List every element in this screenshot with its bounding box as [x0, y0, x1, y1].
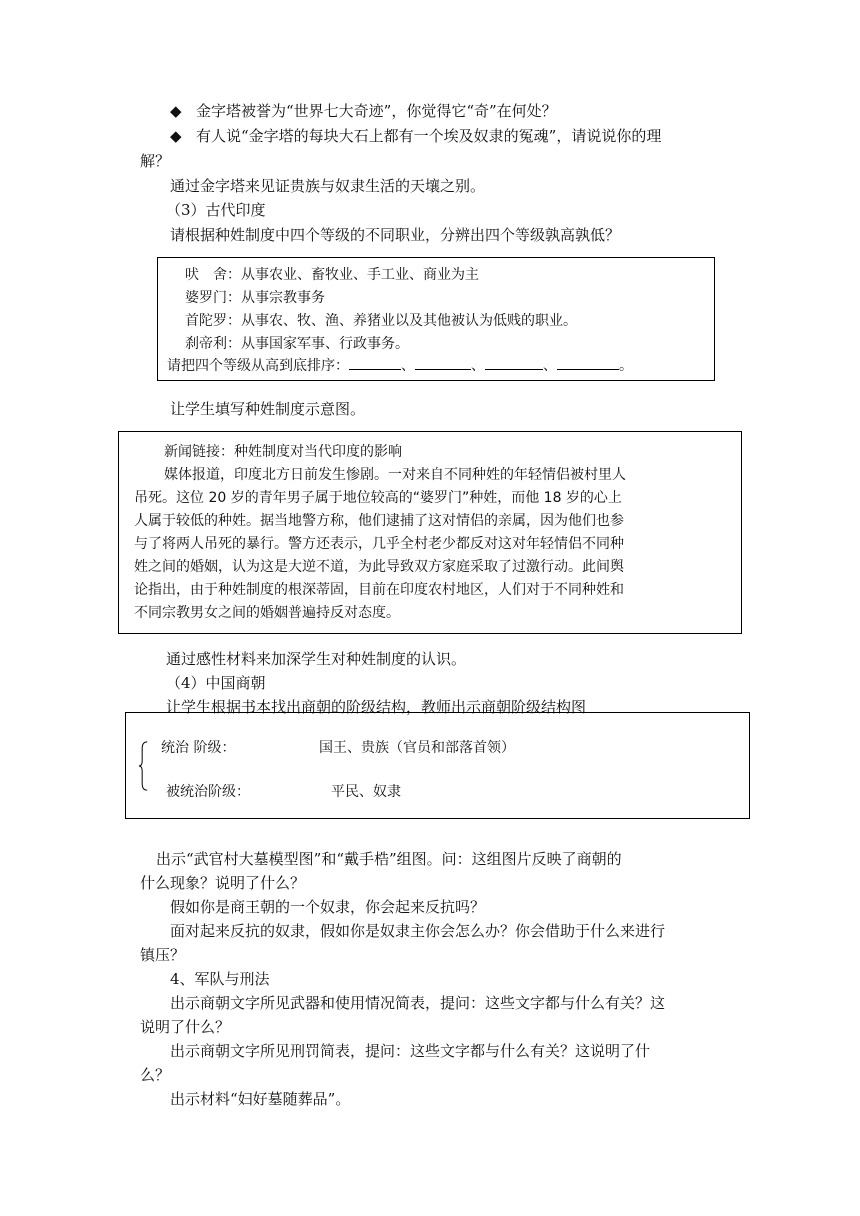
news-line: 吊死。这位 20 岁的青年男子属于地位较高的“婆罗门”种姓，而他 18 岁的心上 [134, 490, 622, 506]
question-slave-souls: 有人说“金字塔的每块大石上都有一个埃及奴隶的冤魂”，请说说你的理 [196, 127, 662, 145]
ruling-class-value: 国王、贵族（官员和部落首领） [319, 740, 515, 756]
paragraph-line: 假如你是商王朝的一个奴隶，你会起来反抗吗？ [170, 898, 486, 916]
pyramid-note: 通过金字塔来见证贵族与奴隶生活的天壤之别。 [170, 177, 486, 195]
india-heading: （3）古代印度 [166, 201, 266, 219]
caste-sort-row: 请把四个等级从高到底排序： 、 、 、 。 [167, 355, 633, 377]
caste-diagram-note: 让学生填写种姓制度示意图。 [170, 400, 366, 418]
blank-4[interactable] [557, 355, 619, 370]
bullet-icon: ◆ [170, 127, 182, 145]
caste-kshatriya: 刹帝利：从事国家军事、行政事务。 [185, 336, 409, 352]
news-line: 姓之间的婚姻，认为这是大逆不道，为此导致双方家庭采取了过激行动。此间舆 [134, 559, 624, 575]
paragraph-line: 镇压？ [140, 946, 186, 964]
blank-2[interactable] [415, 355, 471, 370]
caste-brahmin: 婆罗门：从事宗教事务 [185, 290, 325, 306]
caste-vaishya: 吠 舍：从事农业、畜牧业、手工业、商业为主 [185, 267, 479, 283]
blank-3[interactable] [485, 355, 543, 370]
shang-heading: （4）中国商朝 [166, 674, 266, 692]
bullet-icon: ◆ [170, 102, 182, 120]
brace-icon [138, 735, 148, 797]
news-title: 新闻链接：种姓制度对当代印度的影响 [164, 444, 402, 460]
caste-sort-prompt: 请把四个等级从高到底排序： [167, 358, 349, 374]
question-slave-souls-cont: 解？ [140, 152, 171, 170]
news-line: 人属于较低的种姓。据当地警方称，他们逮捕了这对情侣的亲属，因为他们也参 [134, 513, 624, 529]
blank-1[interactable] [349, 355, 401, 370]
ruled-class-value: 平民、奴隶 [331, 784, 401, 800]
news-note: 通过感性材料来加深学生对种姓制度的认识。 [166, 650, 467, 668]
paragraph-line: 么？ [140, 1066, 171, 1084]
paragraph-line: 出示“武官村大墓模型图”和“戴手梏”组图。问：这组图片反映了商朝的 [156, 850, 622, 868]
paragraph-line: 说明了什么？ [140, 1018, 231, 1036]
india-prompt: 请根据种姓制度中四个等级的不同职业，分辨出四个等级孰高孰低？ [170, 226, 621, 244]
shang-prompt: 让学生根据书本找出商朝的阶级结构，教师出示商朝阶级结构图 [166, 698, 587, 716]
paragraph-line: 什么现象？说明了什么？ [140, 874, 306, 892]
caste-shudra: 首陀罗：从事农、牧、渔、养猪业以及其他被认为低贱的职业。 [185, 313, 577, 329]
section-heading-army: 4、军队与刑法 [170, 970, 270, 988]
paragraph-line: 出示商朝文字所见刑罚简表，提问：这些文字都与什么有关？这说明了什 [170, 1042, 651, 1060]
news-line: 不同宗教男女之间的婚姻普遍持反对态度。 [134, 605, 400, 621]
paragraph-line: 面对起来反抗的奴隶，假如你是奴隶主你会怎么办？你会借助于什么来进行 [170, 922, 666, 940]
news-line: 与了将两人吊死的暴行。警方还表示，几乎全村老少都反对这对年轻情侣不同种 [134, 536, 624, 552]
news-line: 论指出，由于种姓制度的根深蒂固，目前在印度农村地区，人们对于不同种姓和 [134, 582, 624, 598]
question-pyramid-wonder: 金字塔被誉为“世界七大奇迹”，你觉得它“奇”在何处？ [196, 102, 557, 120]
news-line: 媒体报道，印度北方日前发生惨剧。一对来自不同种姓的年轻情侣被村里人 [164, 467, 626, 483]
ruling-class-label: 统治 阶级： [161, 740, 236, 756]
paragraph-line: 出示商朝文字所见武器和使用情况简表，提问：这些文字都与什么有关？这 [170, 994, 666, 1012]
ruled-class-label: 被统治阶级： [166, 784, 250, 800]
paragraph-line: 出示材料“妇好墓随葬品”。 [170, 1090, 351, 1108]
